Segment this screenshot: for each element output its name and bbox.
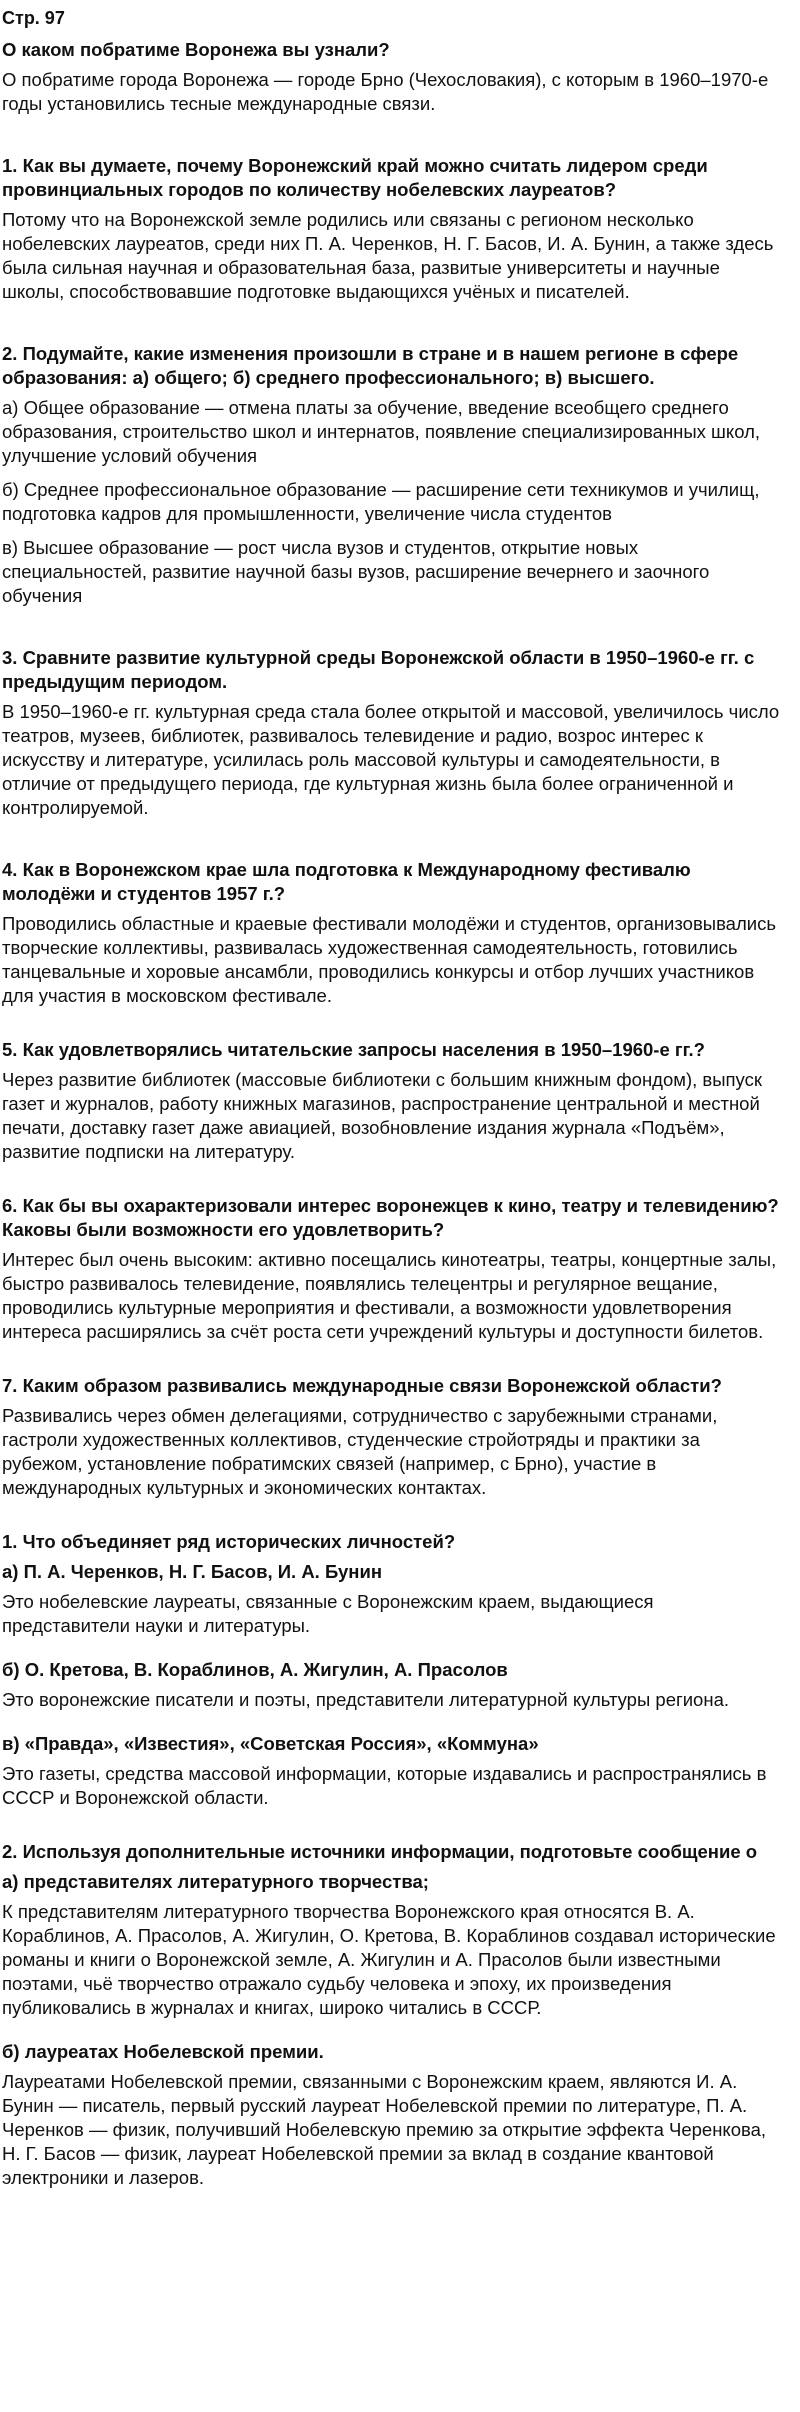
question-block-5 xyxy=(2,1038,782,1164)
question-heading: 2. Подумайте, какие изменения произошли в стране и в нашем регионе в сфере образования: а) общего; б) среднего профессионального; в) высшего. xyxy=(2,343,739,388)
question-block-4 xyxy=(2,858,782,1008)
question-heading: 3. Сравните развитие культурной среды Воронежской области в 1950–1960-е гг. с предыдущим периодом. xyxy=(2,647,755,692)
task-2-question: 2. Используя дополнительные источники информации, подготовьте сообщение о xyxy=(2,1841,758,1862)
question-heading: 5. Как удовлетворялись читательские запросы населения в 1950–1960-е гг.? xyxy=(2,1039,705,1060)
question-heading: 1. Как вы думаете, почему Воронежский край можно считать лидером среди провинциальных городов по количеству нобелевских лауреатов? xyxy=(2,155,708,200)
intro-question: О каком побратиме Воронежа вы узнали? xyxy=(2,39,390,60)
answer-text: Интерес был очень высоким: активно посещались кинотеатры, театры, концертные залы, быстро развивалось телевидение, появлялись телецентры и регулярное вещание, проводились культурные мероприятия и фестивали, а возможности удовлетворения интереса расширялись за счёт роста сети учреждений культуры и доступности билетов. xyxy=(2,1249,777,1342)
answer-text: в) Высшее образование — рост числа вузов и студентов, открытие новых специальностей, развитие научной базы вузов, расширение вечернего и заочного обучения xyxy=(2,537,710,606)
intro-answer: О побратиме города Воронежа — городе Брно (Чехословакия), с которым в 1960–1970-е годы установились тесные международные связи. xyxy=(2,69,769,114)
question-block-6 xyxy=(2,1194,782,1344)
task-2-item-answer: Лауреатами Нобелевской премии, связанными с Воронежским краем, являются И. А. Бунин — писатель, первый русский лауреат Нобелевской премии по литературе, П. А. Черенков — физик, получивший Нобелевскую премию за открытие эффекта Черенкова, Н. Г. Басов — физик, лауреат Нобелевской премии за вклад в создание квантовой электроники и лазеров. xyxy=(2,2071,767,2188)
task-1-item-heading: в) «Правда», «Известия», «Советская Россия», «Коммуна» xyxy=(2,1733,539,1754)
task-2-block xyxy=(2,1840,782,2190)
task-2-item-heading: а) представителях литературного творчества; xyxy=(2,1871,429,1892)
answer-text: а) Общее образование — отмена платы за обучение, введение всеобщего среднего образования, строительство школ и интернатов, появление специализированных школ, улучшение условий обучения xyxy=(2,397,761,466)
question-heading: 4. Как в Воронежском крае шла подготовка к Международному фестивалю молодёжи и студентов 1957 г.? xyxy=(2,859,691,904)
question-block-3 xyxy=(2,646,782,820)
task-1-item-heading: а) П. А. Черенков, Н. Г. Басов, И. А. Бунин xyxy=(2,1561,383,1582)
question-block-1 xyxy=(2,154,782,304)
task-1-item-answer: Это нобелевские лауреаты, связанные с Воронежским краем, выдающиеся представители науки и литературы. xyxy=(2,1591,654,1636)
task-1-block xyxy=(2,1530,782,1810)
task-1-item-heading: б) О. Кретова, В. Кораблинов, А. Жигулин, А. Прасолов xyxy=(2,1659,508,1680)
task-1-question: 1. Что объединяет ряд исторических личностей? xyxy=(2,1531,456,1552)
answer-text: Проводились областные и краевые фестивали молодёжи и студентов, организовывались творческие коллективы, развивалась художественная самодеятельность, готовились танцевальные и хоровые ансамбли, проводились конкурсы и отбор лучших участников для участия в московском фестивале. xyxy=(2,913,776,1006)
task-2-item-heading: б) лауреатах Нобелевской премии. xyxy=(2,2041,324,2062)
task-1-item-answer: Это газеты, средства массовой информации, которые издавались и распространялись в СССР и Воронежской области. xyxy=(2,1763,767,1808)
question-block-7 xyxy=(2,1374,782,1500)
task-1-item-answer: Это воронежские писатели и поэты, представители литературной культуры региона. xyxy=(2,1689,729,1710)
answer-text: В 1950–1960-е гг. культурная среда стала более открытой и массовой, увеличилось число театров, музеев, библиотек, развивалось телевидение и радио, возрос интерес к искусству и литературе, усилилась роль массовой культуры и самодеятельности, в отличие от предыдущего периода, где культурная жизнь была более ограниченной и контролируемой. xyxy=(2,701,780,818)
intro-block xyxy=(2,38,782,116)
question-heading: 7. Каким образом развивались международные связи Воронежской области? xyxy=(2,1375,722,1396)
answer-text: Потому что на Воронежской земле родились или связаны с регионом несколько нобелевских лауреатов, среди них П. А. Черенков, Н. Г. Басов, И. А. Бунин, а также здесь была сильная научная и образовательная база, развитые университеты и научные школы, способствовавшие подготовке выдающихся учёных и писателей. xyxy=(2,209,774,302)
answer-text: Развивались через обмен делегациями, сотрудничество с зарубежными странами, гастроли художественных коллективов, студенческие стройотряды и практики за рубежом, установление побратимских связей (например, с Брно), участие в международных культурных и экономических контактах. xyxy=(2,1405,718,1498)
page-number: Стр. 97 xyxy=(2,8,65,28)
question-block-2 xyxy=(2,342,782,608)
answer-text: б) Среднее профессиональное образование — расширение сети техникумов и училищ, подготовка кадров для промышленности, увеличение числа студентов xyxy=(2,479,760,524)
answer-text: Через развитие библиотек (массовые библиотеки с большим книжным фондом), выпуск газет и журналов, работу книжных магазинов, распространение центральной и местной печати, доставку газет даже авиацией, возобновление издания журнала «Подъём», развитие подписки на литературу. xyxy=(2,1069,762,1162)
task-2-item-answer: К представителям литературного творчества Воронежского края относятся В. А. Кораблинов, А. Прасолов, А. Жигулин, О. Кретова, В. Кораблинов создавал исторические романы и книги о Воронежской земле, А. Жигулин и А. Прасолов были известными поэтами, чьё творчество отражало судьбу человека и эпоху, их произведения публиковались в журналах и книгах, широко читались в СССР. xyxy=(2,1901,776,2018)
question-heading: 6. Как бы вы охарактеризовали интерес воронежцев к кино, театру и телевидению? Каковы были возможности его удовлетворить? xyxy=(2,1195,779,1240)
